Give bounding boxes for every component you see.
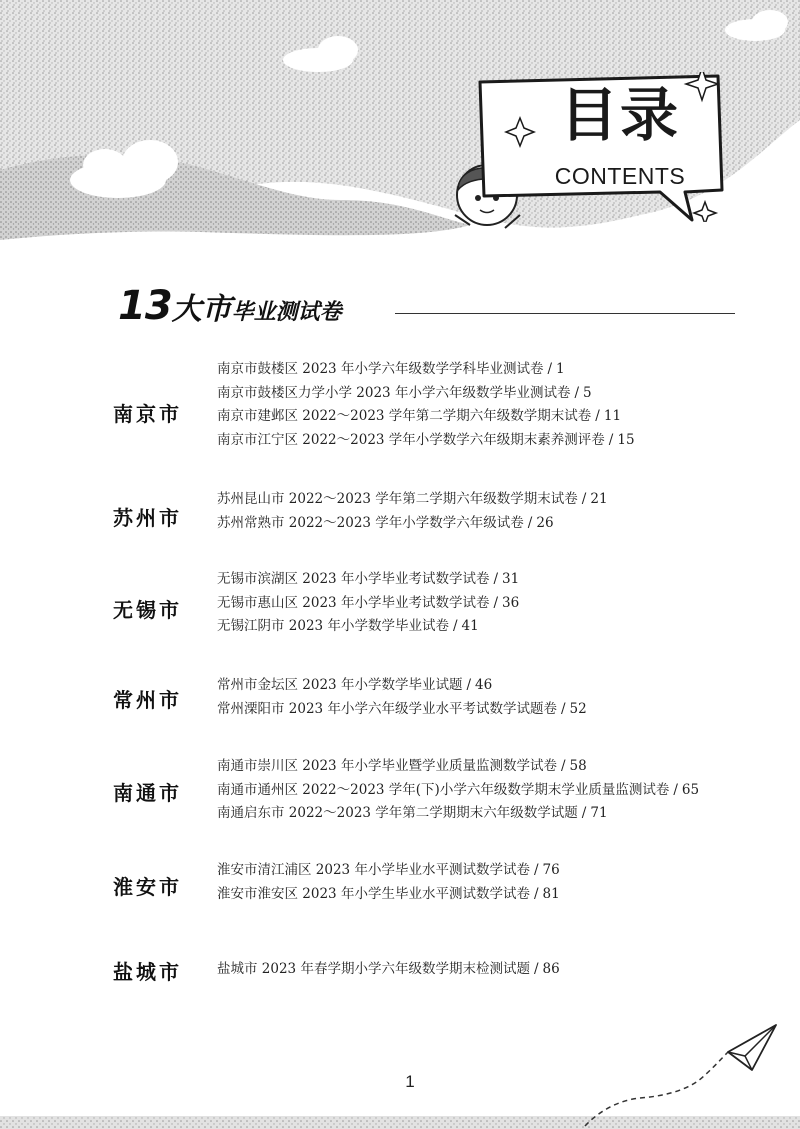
toc-entry[interactable]: 常州市金坛区 2023 年小学数学毕业试题 / 46: [217, 677, 493, 693]
page-title: 目录: [559, 81, 680, 149]
entry-page: 1: [556, 361, 565, 377]
section-heading: [118, 283, 342, 329]
entry-title: 无锡市滨湖区 2023 年小学毕业考试数学试卷: [217, 571, 490, 587]
toc-entry[interactable]: 南通启东市 2022～2023 学年第二学期期末六年级数学试题 / 71: [217, 805, 608, 821]
entry-page: 26: [536, 514, 554, 531]
entry-title: 南通市通州区 2022～2023 学年(下)小学六年级数学期末学业质量监测试卷: [217, 781, 670, 798]
city-name: 苏州市: [113, 506, 182, 530]
entry-page: 76: [542, 862, 560, 878]
toc-entry[interactable]: 苏州常熟市 2022～2023 学年小学数学六年级试卷 / 26: [217, 514, 554, 531]
entry-title: 苏州昆山市 2022～2023 学年第二学期六年级数学期末试卷: [217, 491, 578, 507]
entry-list: [217, 674, 587, 721]
toc-entry[interactable]: 南京市鼓楼区力学小学 2023 年小学六年级数学毕业测试卷 / 5: [217, 384, 592, 401]
toc-entry[interactable]: 南通市崇川区 2023 年小学毕业暨学业质量监测数学试卷 / 58: [217, 758, 587, 774]
entry-title: 苏州常熟市 2022～2023 学年小学数学六年级试卷: [217, 514, 524, 531]
entry-page: 65: [681, 781, 700, 798]
city-name: 南通市: [113, 781, 182, 805]
entry-title: 南京市鼓楼区 2023 年小学六年级数学学科毕业测试卷: [217, 361, 544, 377]
entry-title: 南京市江宁区 2022～2023 学年小学数学六年级期末素养测评卷: [217, 431, 605, 448]
entry-page: 5: [583, 384, 592, 401]
toc-entry[interactable]: 苏州昆山市 2022～2023 学年第二学期六年级数学期末试卷 / 21: [217, 491, 608, 507]
section-title-big: 大市: [171, 292, 232, 327]
page-number: 1: [405, 1072, 415, 1091]
paper-plane-icon: [728, 1025, 776, 1070]
entry-list: [217, 488, 608, 535]
entry-list: [217, 755, 699, 826]
entry-list: [217, 568, 519, 639]
entry-title: 常州溧阳市 2023 年小学六年级学业水平考试数学试题卷: [217, 700, 557, 717]
city-name: 淮安市: [113, 875, 182, 899]
entry-title: 盐城市 2023 年春学期小学六年级数学期末检测试题: [217, 961, 530, 977]
toc-entry[interactable]: 无锡江阴市 2023 年小学数学毕业试卷 / 41: [217, 618, 479, 634]
entry-page: 71: [590, 805, 608, 821]
entry-title: 淮安市淮安区 2023 年小学生毕业水平测试数学试卷: [217, 885, 530, 902]
toc-entry[interactable]: 淮安市淮安区 2023 年小学生毕业水平测试数学试卷 / 81: [217, 885, 560, 902]
toc-entry[interactable]: 常州溧阳市 2023 年小学六年级学业水平考试数学试题卷 / 52: [217, 700, 587, 717]
entry-page: 86: [542, 961, 560, 977]
entry-title: 淮安市清江浦区 2023 年小学毕业水平测试数学试卷: [217, 862, 530, 878]
entry-page: 46: [475, 677, 493, 693]
entry-list: [217, 958, 560, 982]
entry-list: [217, 859, 560, 906]
entry-title: 南京市鼓楼区力学小学 2023 年小学六年级数学毕业测试卷: [217, 384, 571, 401]
section-number: 13: [118, 283, 172, 329]
toc-entry[interactable]: 无锡市惠山区 2023 年小学毕业考试数学试卷 / 36: [217, 594, 520, 611]
entry-page: 52: [569, 700, 587, 717]
toc-entry[interactable]: 无锡市滨湖区 2023 年小学毕业考试数学试卷 / 31: [217, 571, 520, 587]
entry-list: [217, 358, 635, 452]
entry-title: 南京市建邺区 2022～2023 学年第二学期六年级数学期末试卷: [217, 408, 592, 424]
toc-entry[interactable]: 盐城市 2023 年春学期小学六年级数学期末检测试题 / 86: [217, 961, 560, 977]
entry-page: 41: [461, 618, 479, 634]
entry-page: 15: [617, 431, 635, 448]
entry-page: 11: [603, 408, 622, 424]
page-subtitle: CONTENTS: [554, 163, 686, 189]
entry-page: 58: [569, 758, 587, 774]
city-name: 无锡市: [113, 598, 182, 622]
entry-page: 81: [542, 885, 560, 902]
city-name: 常州市: [113, 688, 182, 712]
entry-title: 常州市金坛区 2023 年小学数学毕业试题: [217, 677, 463, 693]
footer-illustration: [0, 1000, 800, 1129]
heading-divider: [395, 313, 735, 314]
toc-entry[interactable]: 南京市建邺区 2022～2023 学年第二学期六年级数学期末试卷 / 11: [217, 408, 622, 424]
entry-title: 南通市崇川区 2023 年小学毕业暨学业质量监测数学试卷: [217, 758, 557, 774]
entry-title: 南通启东市 2022～2023 学年第二学期期末六年级数学试题: [217, 805, 578, 821]
city-name: 盐城市: [113, 960, 182, 984]
toc-entry[interactable]: 南京市江宁区 2022～2023 学年小学数学六年级期末素养测评卷 / 15: [217, 431, 635, 448]
entry-title: 无锡江阴市 2023 年小学数学毕业试卷: [217, 618, 449, 634]
entry-title: 无锡市惠山区 2023 年小学毕业考试数学试卷: [217, 594, 490, 611]
toc-entry[interactable]: 南京市鼓楼区 2023 年小学六年级数学学科毕业测试卷 / 1: [217, 361, 565, 377]
entry-page: 21: [590, 491, 608, 507]
entry-page: 36: [502, 594, 520, 611]
city-name: 南京市: [113, 402, 182, 426]
toc-entry[interactable]: 南通市通州区 2022～2023 学年(下)小学六年级数学期末学业质量监测试卷 / 65: [217, 781, 700, 798]
entry-page: 31: [502, 571, 520, 587]
toc-entry[interactable]: 淮安市清江浦区 2023 年小学毕业水平测试数学试卷 / 76: [217, 862, 560, 878]
section-title-small: 毕业测试卷: [231, 300, 342, 325]
